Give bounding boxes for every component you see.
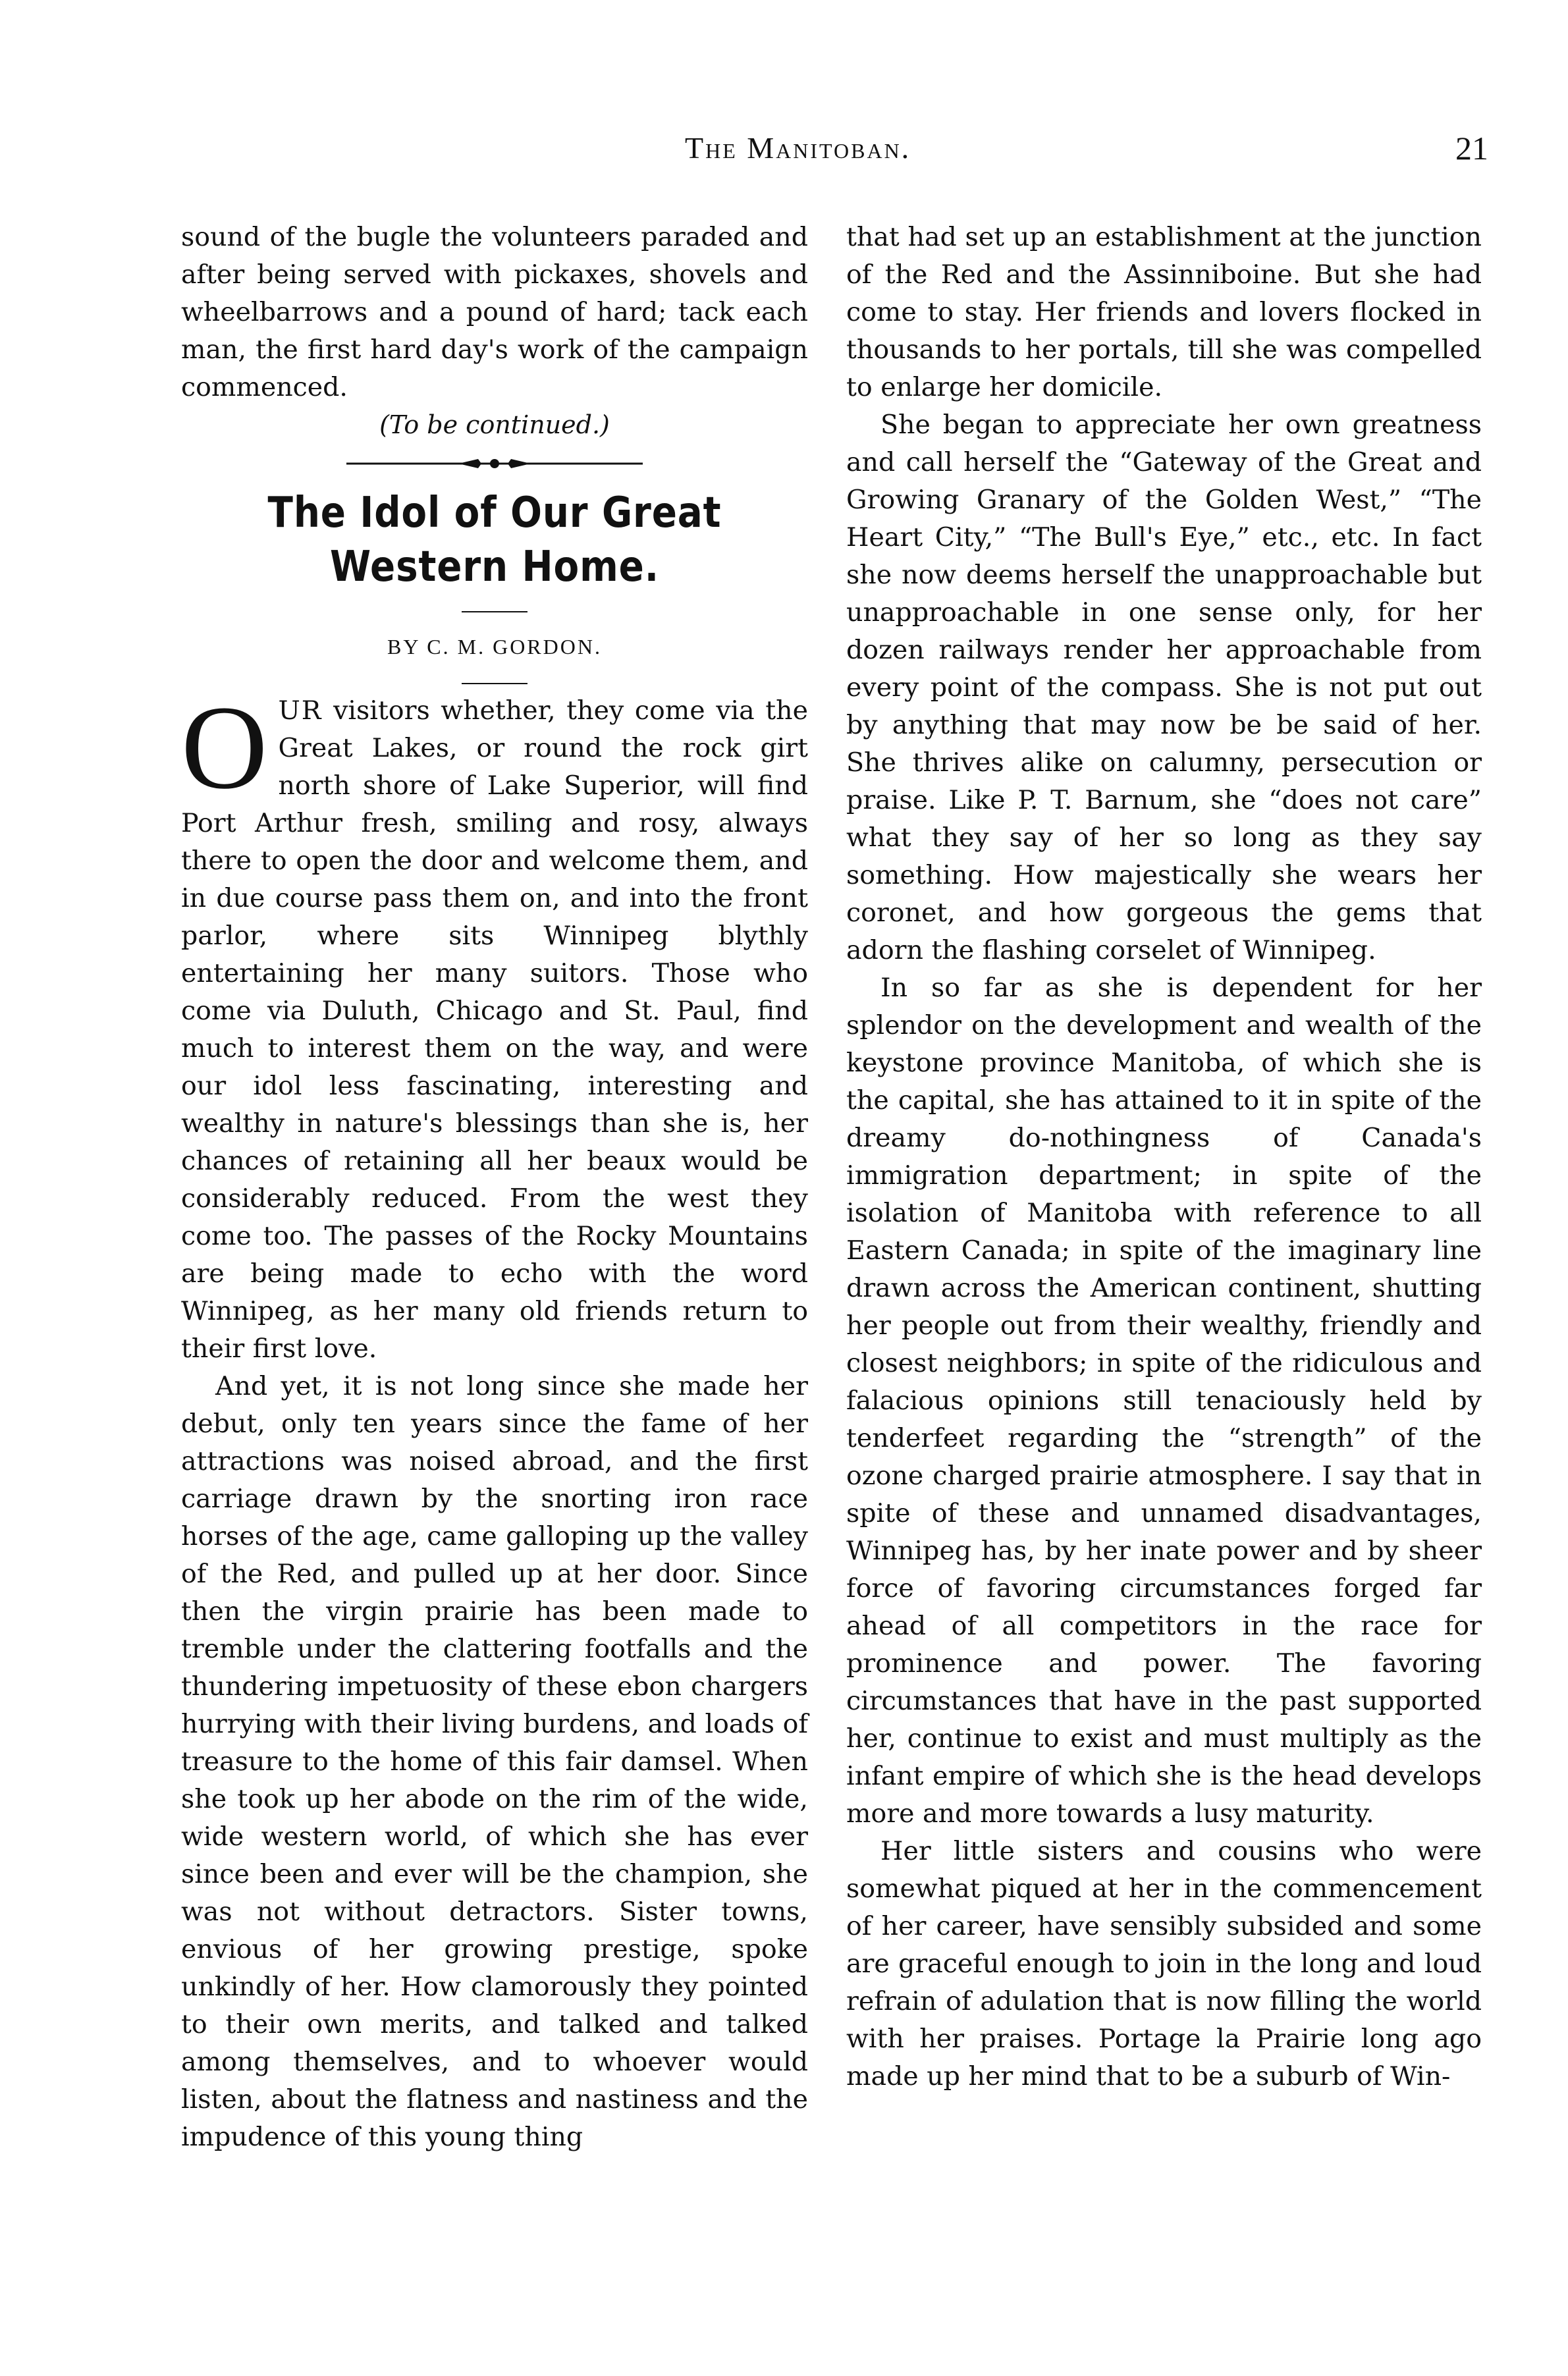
article-paragraph (181, 682, 808, 1368)
byline: BY C. M. GORDON. (387, 635, 602, 659)
article-paragraph: that had set up an establishment at the junction of the Red and the Assinniboine. But she had come to stay. Her friends and lovers flocked in thousands to her portals, till she was compelled to enlarge her domicile. (846, 222, 1482, 402)
page-number: 21 (1455, 130, 1488, 167)
byline-divider (462, 683, 527, 684)
left-column (181, 219, 808, 2156)
article-title: The Idol of Our Great Western Home. (267, 489, 722, 591)
continued-paragraph: sound of the bugle the volunteers paraded and after being served with pickaxes, shovels and wheelbarrows and a pound of hard; tack each man, the first hard day's work of the campaign commenced. (181, 222, 808, 402)
drop-cap: O (181, 682, 268, 814)
title-divider (462, 611, 527, 612)
right-column (846, 219, 1482, 2095)
section-ornament-icon (346, 450, 643, 477)
article-paragraph: Her little sisters and cousins who were somewhat piqued at her in the commencement of her career, have sensibly subsided and some are graceful enough to join in the long and loud refrain of adulation that is now filling the world with her praises. Portage la Prairie long ago made up her mind that to be a suburb of Win- (846, 1836, 1482, 2092)
article-paragraph: In so far as she is dependent for her splendor on the development and wealth of the keystone province Manitoba, of which she is the capital, she has attained to it in spite of the dreamy do-nothingness of Canada's immigration department; in spite of the isolation of Manitoba with reference to all Eastern Canada; in spite of the imaginary line drawn across the American continent, shutting her people out from their wealthy, friendly and closest neighbors; in spite of the ridiculous and falacious opinions still tenaciously held by tenderfeet regarding the “strength” of the ozone charged prairie atmosphere. I say that in spite of these and unnamed disadvantages, Winnipeg has, by her inate power and by sheer force of favoring circumstances forged far ahead of all competitors in the race for prominence and power. The favoring circumstances that have in the past supported her, continue to exist and must multiply as the infant empire of which she is the head develops more and more towards a lusy maturity. (846, 973, 1482, 1829)
paragraph-text: visitors whether, they come via the Great Lakes, or round the rock girt north shore of Lake Superior, will find Port Arthur fresh, smiling and rosy, always there to open the door and welcome them, and in due course pass them on, and into the front parlor, where sits Winnipeg blythly entertaining her many suitors. Those who come via Duluth, Chicago and St. Paul, find much to interest them on the way, and were our idol less fascinating, interesting and wealthy in nature's blessings than she is, her chances of retaining all her beaux would be considerably reduced. From the west they come too. The passes of the Rocky Mountains are being made to echo with the word Winnipeg, as her many old friends return to their first love. (181, 695, 808, 1364)
running-head: The Manitoban. (685, 131, 911, 165)
to-be-continued-note: (To be continued.) (379, 410, 610, 439)
article-paragraph: And yet, it is not long since she made her debut, only ten years since the fame of her attractions was noised abroad, and the first carriage drawn by the snorting iron race horses of the age, came galloping up the valley of the Red, and pulled up at her door. Since then the virgin prairie has been made to tremble under the clattering footfalls and the thundering impetuosity of these ebon chargers hurrying with their living burdens, and loads of treasure to the home of this fair damsel. When she took up her abode on the rim of the wide, wide western world, of which she has ever since been and ever will be the champion, she was not without detractors. Sister towns, envious of her growing prestige, spoke unkindly of her. How clamorously they pointed to their own merits, and talked and talked among themselves, and to whoever would listen, about the flatness and nastiness and the impudence of this young thing (181, 1371, 808, 2152)
lead-word: UR (278, 695, 323, 726)
article-paragraph: She began to appreciate her own greatness and call herself the “Gateway of the Great and Growing Granary of the Golden West,” “The Heart City,” “The Bull's Eye,” etc., etc. In fact she now deems herself the unapproachable but unapproachable in one sense only, for her dozen railways render her approachable from every point of the compass. She is not put out by anything that may now be be said of her. She thrives alike on calumny, persecution or praise. Like P. T. Barnum, she “does not care” what they say of her so long as they say something. How majestically she wears her coronet, and how gorgeous the gems that adorn the flashing corselet of Winnipeg. (846, 410, 1482, 965)
